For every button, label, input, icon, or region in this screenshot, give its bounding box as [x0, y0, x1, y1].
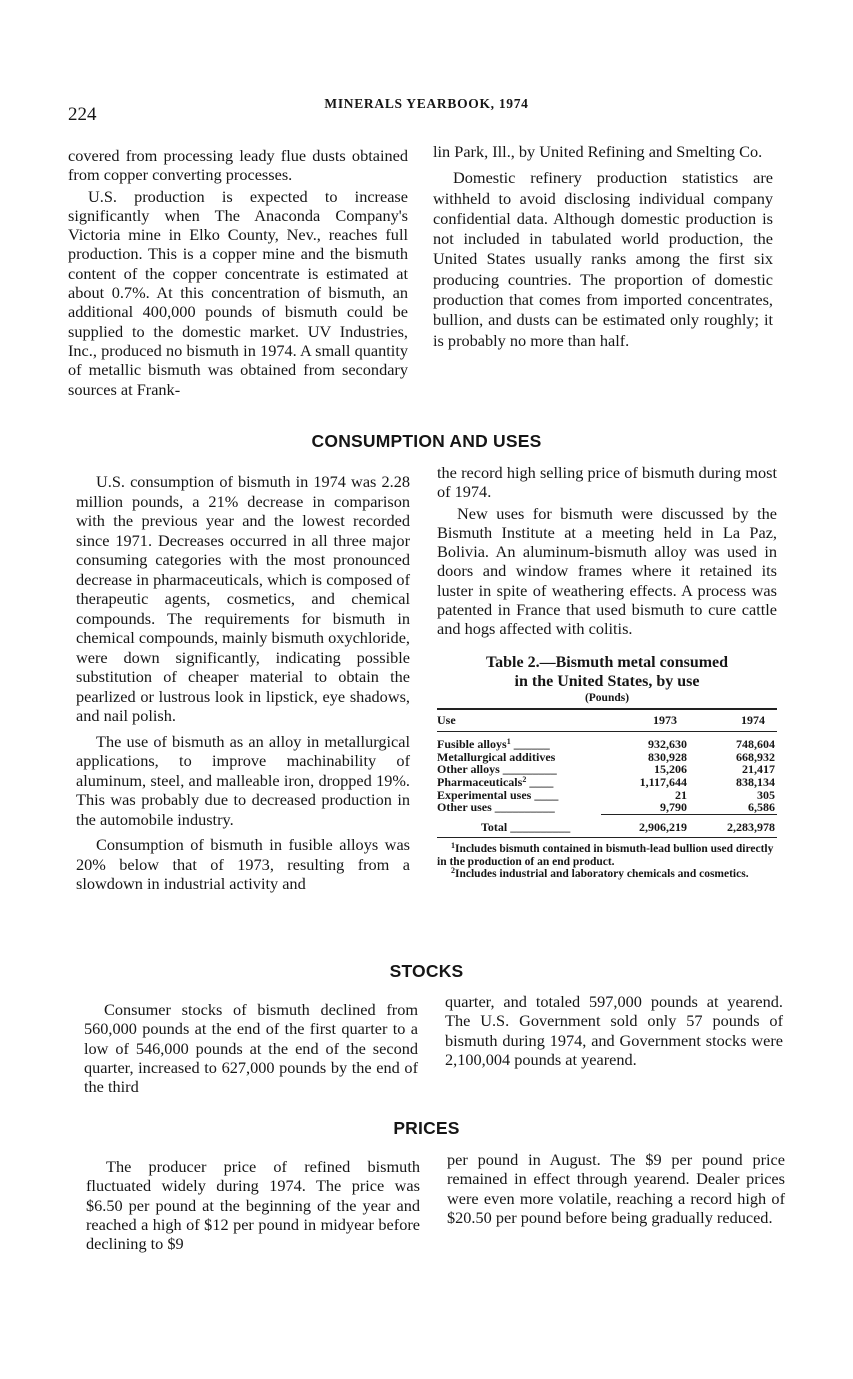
section-heading-prices: PRICES: [393, 1118, 460, 1138]
section-heading-stocks: STOCKS: [389, 961, 464, 981]
prices-right-column: [447, 1150, 785, 1227]
cell-1974: 305: [757, 787, 775, 802]
consumption-right-column: [437, 463, 777, 881]
table-total-row: [437, 814, 777, 838]
total-1974: 2,283,978: [689, 814, 777, 838]
table-title-line-2: in the United States, by use: [514, 672, 700, 690]
running-head: MINERALS YEARBOOK, 1974: [324, 96, 529, 111]
total-label: Total __________: [437, 814, 601, 838]
bismuth-use-table: [437, 708, 777, 839]
table-header-row: [437, 709, 777, 732]
stocks-right-column: [445, 992, 783, 1069]
table-unit: (Pounds): [584, 691, 630, 704]
section-heading-consumption: CONSUMPTION AND USES: [311, 431, 542, 451]
prices-left-column: [86, 1157, 420, 1253]
cell-1973: 830,928: [648, 749, 687, 764]
table-row: [437, 732, 777, 751]
cell-1973: 932,630: [648, 737, 687, 752]
table-row: [437, 789, 777, 802]
cell-1974: 6,586: [748, 800, 775, 815]
table-2: [437, 653, 777, 881]
paragraph: per pound in August. The $9 per pound price remained in effect through yearend. Dealer prices were even more volatile, reaching a record high of $20.50 per pound before being gradually reduced.: [447, 1150, 785, 1227]
table-title-line-1: Table 2.—Bismuth metal consumed: [485, 653, 729, 671]
paragraph: U.S. consumption of bismuth in 1974 was 2.28 million pounds, a 21% decrease in comparison with the previous year and the lowest recorded since 1971. Decreases occurred in all three major consuming categories with the most pronounced decrease in pharmaceuticals, which is composed of therapeutic agents, cosmetics, and chemical compounds. The requirements for bismuth in chemical compounds, mainly bismuth oxychloride, were down significantly, indicating possible substitution of cheaper material to obtain the pearlized or lustrous look in lipstick, eye shadows, and nail polish.: [76, 472, 410, 725]
row-label: Fusible alloys$^1$ ______: [437, 737, 550, 752]
paragraph: Domestic refinery production statistics are withheld to avoid disclosing individual company confidential data. Although domestic production is not included in tabulated world production, the United States usually ranks among the first six producing countries. The proportion of domestic production that comes from imported concentrates, bullion, and dusts can be estimated only roughly; it is probably no more than half.: [433, 168, 773, 350]
consumption-left-column: [76, 472, 410, 894]
row-label: Experimental uses ____: [437, 787, 559, 802]
row-label: Pharmaceuticals$^2$ ____: [437, 775, 554, 790]
row-label: Metallurgical additives: [437, 749, 556, 764]
cell-1974: 838,134: [736, 775, 775, 790]
paragraph: The use of bismuth as an alloy in metallurgical applications, to improve machinability of aluminum, steel, and malleable iron, dropped 19%. This was probably due to decreased production in the automobile industry.: [76, 731, 410, 829]
column-header-1973: 1973: [601, 709, 689, 732]
total-1973: 2,906,219: [601, 814, 689, 838]
paragraph: lin Park, Ill., by United Refining and Smelting Co.: [433, 142, 763, 161]
table-row: [437, 801, 777, 814]
table-footnote-2: $^2$Includes industrial and laboratory chemicals and cosmetics.: [451, 866, 749, 881]
stocks-left-column: [84, 1000, 418, 1096]
paragraph: covered from processing leady flue dusts obtained from copper converting processes.: [68, 146, 408, 185]
paragraph: Consumption of bismuth in fusible alloys was 20% below that of 1973, resulting from a slowdown in industrial activity and: [76, 835, 410, 893]
cell-1974: 668,932: [736, 749, 775, 764]
top-left-column: [68, 146, 408, 399]
cell-1974: 748,604: [736, 737, 775, 752]
table-title: [437, 653, 777, 691]
top-right-column: [433, 142, 773, 351]
column-header-use: Use: [437, 709, 601, 732]
table-footnote-1: $^1$Includes bismuth contained in bismuth-lead bullion used directly in the production of an end product.: [437, 841, 774, 868]
cell-1973: 15,206: [654, 762, 687, 777]
page-number: 224: [68, 104, 97, 125]
cell-1973: 21: [675, 787, 687, 802]
cell-1973: 1,117,644: [639, 775, 687, 790]
column-header-1974: 1974: [689, 709, 777, 732]
paragraph: New uses for bismuth were discussed by the Bismuth Institute at a meeting held in La Paz, Bolivia. An aluminum-bismuth alloy was used in doors and window frames where it retained its luster in spite of weathering effects. A process was patented in France that used bismuth to cure cattle and hogs affected with colitis.: [437, 503, 777, 639]
cell-1974: 21,417: [742, 762, 775, 777]
paragraph: quarter, and totaled 597,000 pounds at yearend. The U.S. Government sold only 57 pounds of bismuth during 1974, and Government stocks were 2,100,004 pounds at yearend.: [445, 992, 783, 1069]
row-label: Other alloys _________: [437, 762, 557, 777]
cell-1973: 9,790: [660, 800, 687, 815]
paragraph: the record high selling price of bismuth during most of 1974.: [437, 463, 777, 502]
row-label: Other uses __________: [437, 800, 555, 815]
paragraph: The producer price of refined bismuth fluctuated widely during 1974. The price was $6.50 per pound at the beginning of the year and reached a high of $12 per pound in midyear before declining to $9: [86, 1157, 420, 1254]
paragraph: Consumer stocks of bismuth declined from 560,000 pounds at the end of the first quarter to a low of 546,000 pounds at the end of the second quarter, increased to 627,000 pounds by the end of the third: [84, 1000, 418, 1097]
paragraph: U.S. production is expected to increase significantly when The Anaconda Company's Victoria mine in Elko County, Nev., reaches full production. This is a copper mine and the bismuth content of the copper concentrate is estimated at about 0.7%. At this concentration of bismuth, an additional 400,000 pounds of bismuth could be supplied to the domestic market. UV Industries, Inc., produced no bismuth in 1974. A small quantity of metallic bismuth was obtained from secondary sources at Frank-: [68, 186, 408, 399]
